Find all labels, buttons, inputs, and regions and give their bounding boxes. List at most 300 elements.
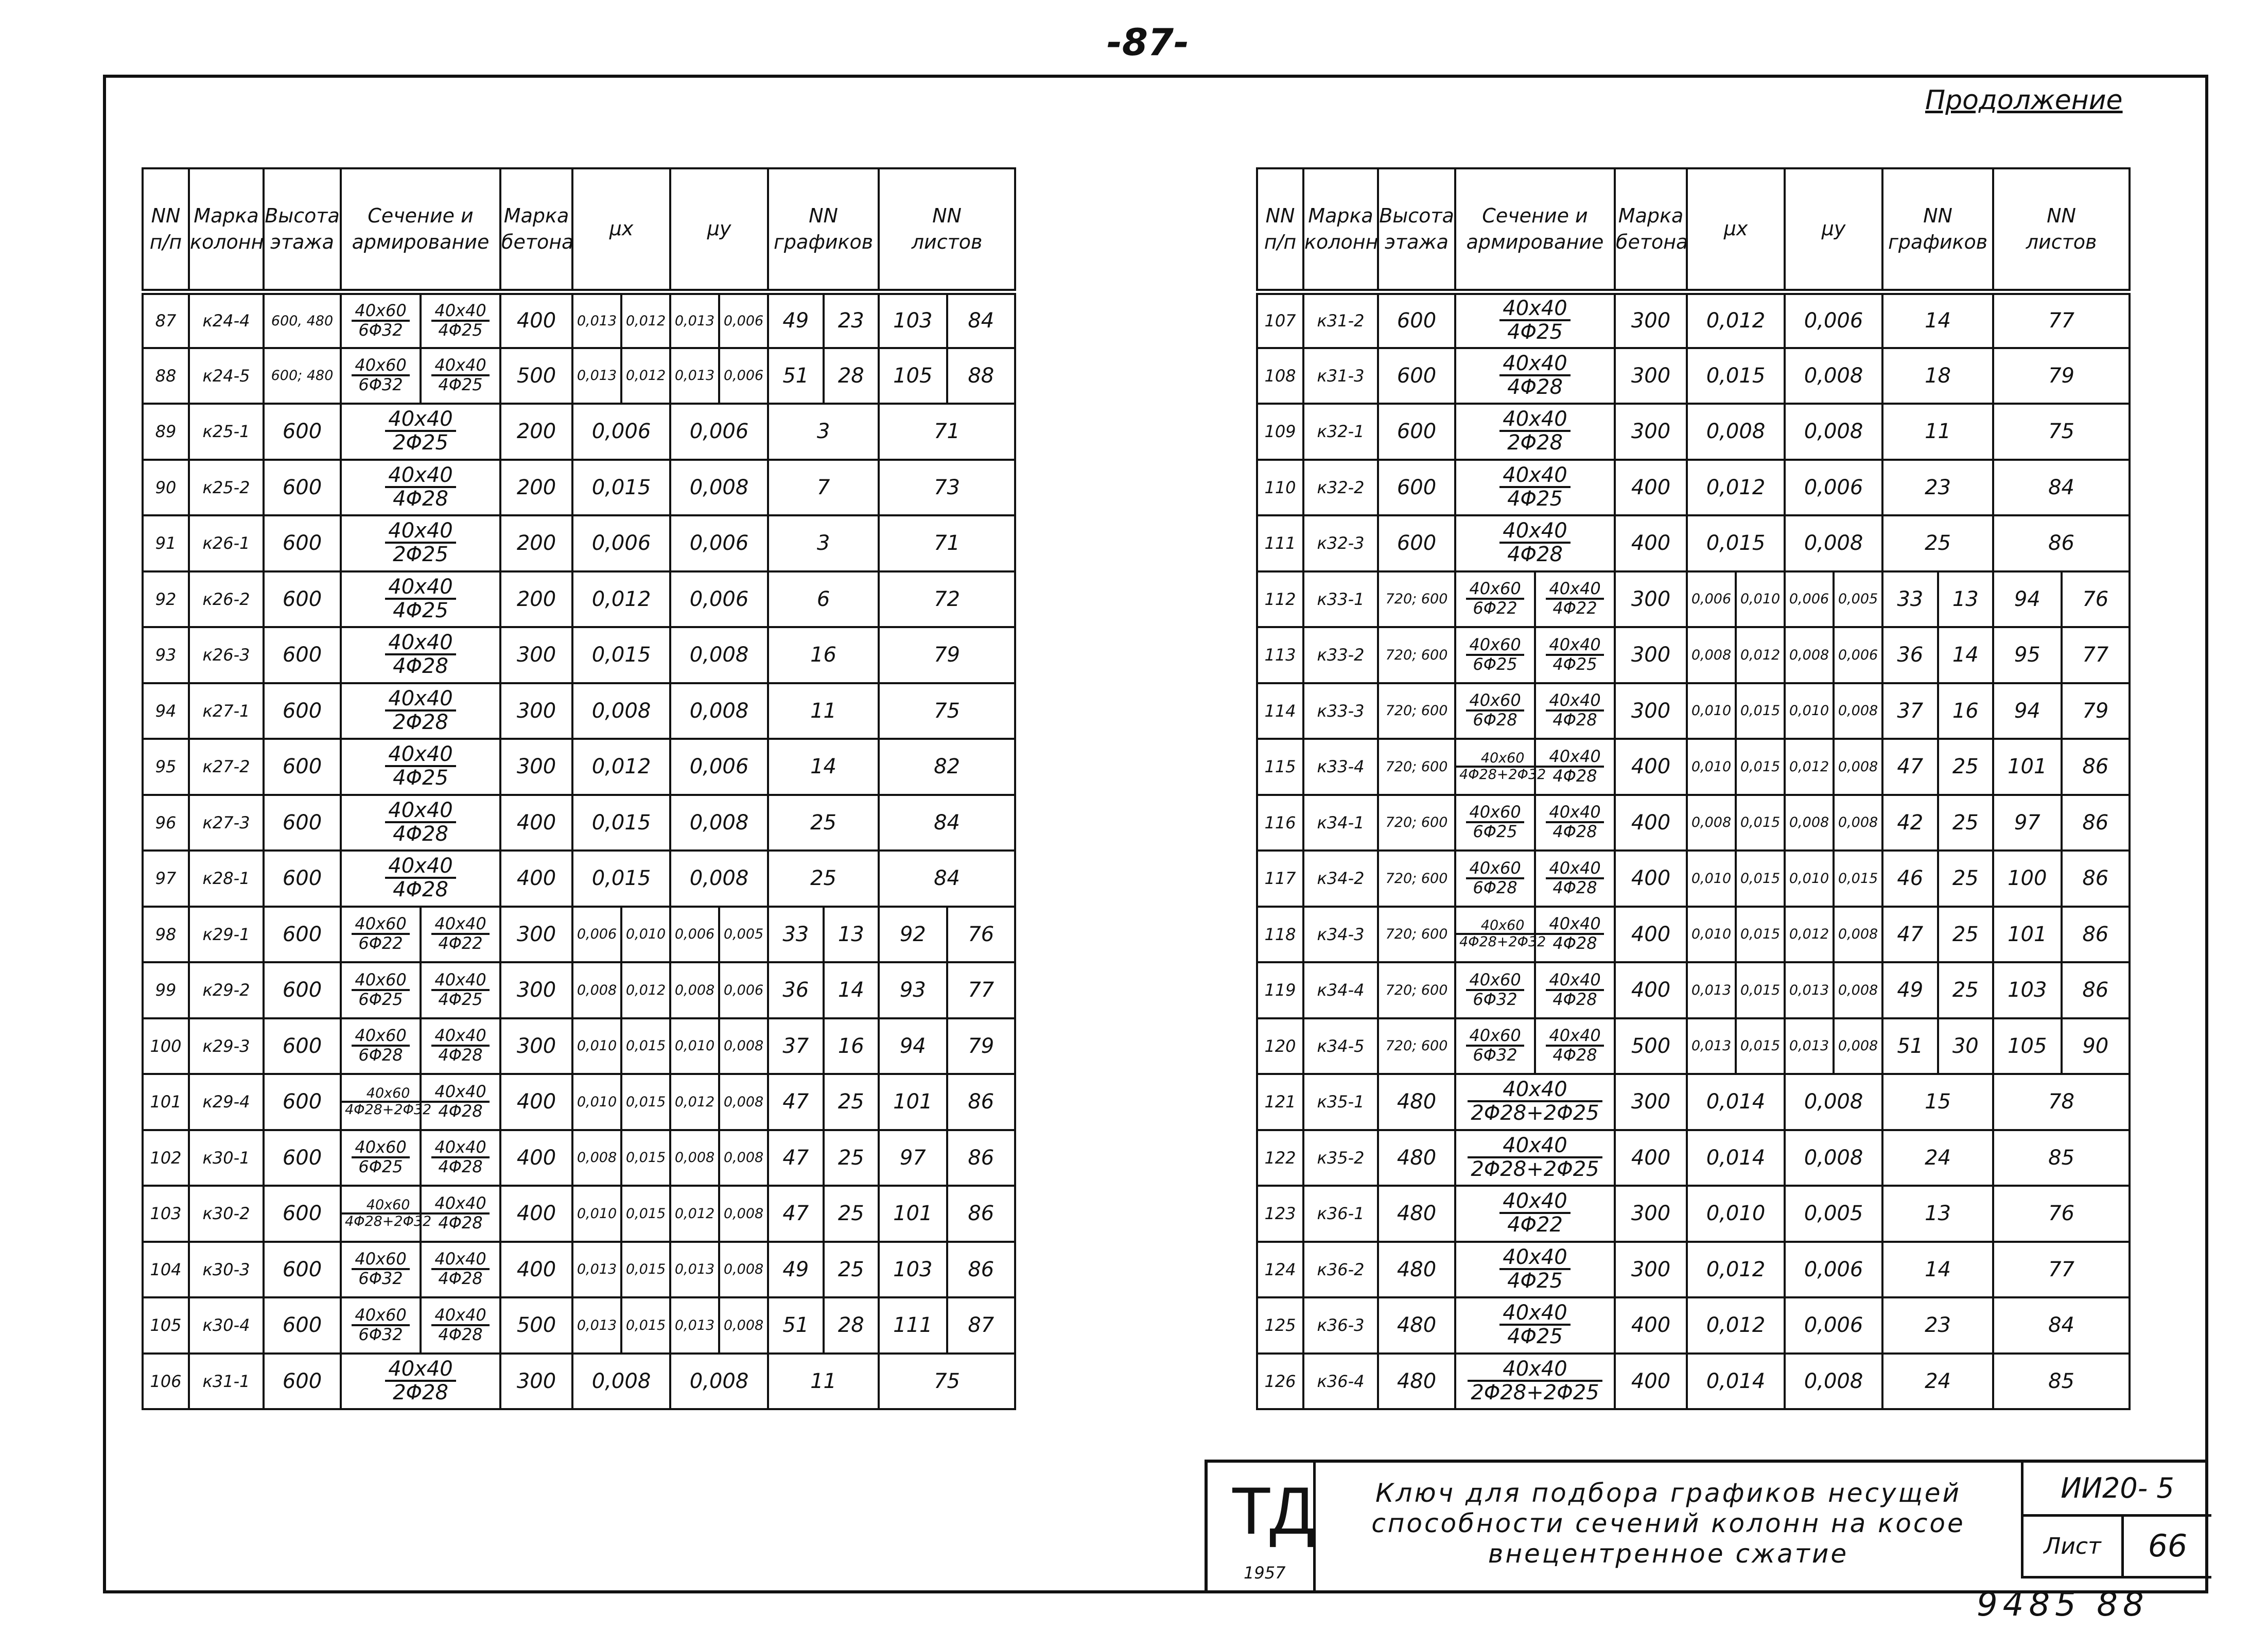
mu-x-1: 0,013	[572, 1297, 621, 1354]
section-size: 40x60	[352, 972, 409, 991]
section-size: 40x40	[385, 576, 456, 600]
section-cell-lower	[341, 1186, 432, 1242]
section-size: 40x40	[1546, 804, 1603, 823]
graph-number-2: 25	[824, 1130, 879, 1186]
table-row	[1257, 1354, 2130, 1410]
section-cell	[1455, 1130, 1615, 1186]
section-cell-upper	[1535, 739, 1615, 795]
sheet-number-1: 97	[1993, 795, 2062, 851]
mu-x-2: 0,015	[621, 1018, 670, 1074]
section-cell	[341, 404, 500, 460]
table-row	[1257, 404, 2130, 460]
sheet-number-2: 86	[947, 1242, 1016, 1298]
section-size: 40x60	[342, 1198, 434, 1215]
graph-number: 3	[768, 404, 879, 460]
graph-number: 14	[768, 739, 879, 795]
concrete-grade: 400	[500, 1186, 572, 1242]
section-reinforcement: 4Φ28+2Φ32	[345, 1213, 432, 1229]
column-mark: к33-2	[1303, 627, 1378, 683]
section-reinforcement: 4Φ28+2Φ32	[1459, 934, 1546, 950]
concrete-grade: 400	[500, 1242, 572, 1298]
sheet-number-1: 93	[879, 962, 947, 1018]
section	[1499, 408, 1570, 454]
section-upper	[1546, 692, 1603, 728]
mu-x-1: 0,006	[572, 907, 621, 963]
mu-y-2: 0,008	[1834, 795, 1882, 851]
mu-x: 0,014	[1687, 1130, 1785, 1186]
mu-x-2: 0,015	[1736, 851, 1785, 907]
mu-x-2: 0,010	[1736, 571, 1785, 628]
table-row	[143, 515, 1015, 571]
section-reinforcement: 4Φ28+2Φ32	[1459, 766, 1546, 783]
row-number: 109	[1257, 404, 1303, 460]
section-reinforcement: 6Φ32	[358, 320, 403, 340]
section-cell	[341, 1354, 500, 1410]
floor-height: 720; 600	[1378, 962, 1455, 1018]
sheet-number-2: 76	[947, 907, 1016, 963]
column-mark: к27-1	[189, 683, 264, 739]
sheet-number-1: 92	[879, 907, 947, 963]
section	[385, 855, 456, 900]
floor-height: 600	[264, 907, 341, 963]
mu-y-1: 0,012	[1785, 739, 1834, 795]
table-row	[143, 292, 1015, 348]
section-reinforcement: 2Φ28	[393, 710, 448, 734]
section-size: 40x40	[385, 520, 456, 544]
mu-x-2: 0,015	[1736, 962, 1785, 1018]
table-row	[1257, 348, 2130, 404]
floor-height: 480	[1378, 1186, 1455, 1242]
graph-number: 15	[1882, 1074, 1993, 1130]
section-reinforcement: 4Φ25	[1507, 320, 1563, 344]
graph-number-2: 25	[1938, 795, 1994, 851]
section-cell	[1455, 1186, 1615, 1242]
section	[1499, 353, 1570, 398]
section-cell-upper	[1535, 907, 1615, 963]
floor-height: 480	[1378, 1074, 1455, 1130]
section-reinforcement: 2Φ25	[393, 543, 448, 567]
section-reinforcement: 6Φ32	[1473, 1045, 1517, 1065]
section-cell	[341, 739, 500, 795]
table-row	[1257, 907, 2130, 963]
section-upper	[1546, 748, 1603, 785]
floor-height: 600	[1378, 292, 1455, 348]
graph-number-2: 13	[824, 907, 879, 963]
mu-y-2: 0,008	[1834, 739, 1882, 795]
sheet-number-1: 105	[879, 348, 947, 404]
concrete-grade: 300	[1615, 1242, 1687, 1298]
table-row	[143, 348, 1015, 404]
floor-height: 600	[264, 1074, 341, 1130]
row-number: 113	[1257, 627, 1303, 683]
row-number: 93	[143, 627, 189, 683]
section-cell-lower	[341, 962, 421, 1018]
section-size: 40x40	[431, 1195, 489, 1215]
floor-height: 600	[264, 460, 341, 516]
left-spec-table	[142, 167, 1016, 1410]
column-header-sheets: NN листов	[879, 168, 1015, 292]
row-number: 95	[143, 739, 189, 795]
graph-number-1: 49	[1882, 962, 1938, 1018]
sheet-number: 72	[879, 571, 1015, 628]
section-cell-upper	[421, 1018, 500, 1074]
floor-height: 480	[1378, 1242, 1455, 1298]
sheet-number-1: 103	[1993, 962, 2062, 1018]
section-reinforcement: 6Φ22	[1473, 598, 1517, 618]
mu-y-2: 0,006	[719, 348, 768, 404]
mu-y-2: 0,008	[719, 1186, 768, 1242]
section-lower	[352, 1027, 409, 1064]
mu-y-1: 0,012	[670, 1074, 719, 1130]
mu-x-1: 0,008	[1687, 795, 1736, 851]
section-cell-upper	[1535, 795, 1615, 851]
floor-height: 600	[264, 851, 341, 907]
sheet-number: 75	[1993, 404, 2130, 460]
section	[385, 408, 456, 454]
sheet-number-2: 86	[2062, 962, 2130, 1018]
concrete-grade: 300	[500, 627, 572, 683]
row-number: 110	[1257, 460, 1303, 516]
section-cell-upper	[1535, 851, 1615, 907]
section-size: 40x40	[1499, 1190, 1570, 1214]
section-size: 40x40	[385, 464, 456, 488]
table-row	[143, 404, 1015, 460]
section-upper	[1546, 804, 1603, 840]
sheet-number-1: 103	[879, 292, 947, 348]
section-upper	[431, 1251, 489, 1287]
mu-x-2: 0,015	[621, 1242, 670, 1298]
section-size: 40x40	[431, 972, 489, 991]
section	[1468, 1135, 1602, 1180]
sheet-number-1: 94	[1993, 571, 2062, 628]
graph-number: 23	[1882, 460, 1993, 516]
section-cell-upper	[421, 1186, 500, 1242]
column-header-height: Высота этажа	[1378, 168, 1455, 292]
section-size: 40x40	[1499, 520, 1570, 544]
concrete-grade: 300	[500, 907, 572, 963]
sheet-number: 79	[1993, 348, 2130, 404]
section-size: 40x40	[431, 1307, 489, 1326]
mu-y: 0,006	[1785, 1242, 1882, 1298]
sheet-number-1: 94	[879, 1018, 947, 1074]
mu-y-1: 0,013	[670, 1297, 719, 1354]
graph-number-1: 33	[768, 907, 824, 963]
graph-number-2: 25	[824, 1186, 879, 1242]
sheet-number: 66	[2124, 1517, 2211, 1578]
table-row	[143, 627, 1015, 683]
section-size: 40x40	[1546, 972, 1603, 991]
graph-number: 3	[768, 515, 879, 571]
section-cell-lower	[341, 1297, 421, 1354]
floor-height: 600	[264, 627, 341, 683]
section	[1499, 520, 1570, 565]
section-cell-upper	[421, 292, 500, 348]
section	[1499, 1302, 1570, 1347]
mu-y-2: 0,008	[1834, 962, 1882, 1018]
section	[385, 464, 456, 510]
section-size: 40x40	[1546, 748, 1603, 768]
column-header-graphs: NN графиков	[768, 168, 879, 292]
section-reinforcement: 4Φ25	[1507, 1269, 1563, 1293]
section-reinforcement: 6Φ28	[1473, 710, 1517, 730]
mu-x: 0,012	[1687, 1297, 1785, 1354]
section-upper	[431, 1083, 489, 1120]
mu-y-1: 0,013	[1785, 1018, 1834, 1074]
section-lower	[352, 302, 409, 339]
sheet-label: Лист	[2021, 1517, 2124, 1578]
section	[385, 800, 456, 845]
section-reinforcement: 4Φ28	[438, 1157, 483, 1177]
mu-y: 0,008	[670, 795, 768, 851]
column-mark: к35-1	[1303, 1074, 1378, 1130]
floor-height: 600	[264, 1354, 341, 1410]
section-lower	[1466, 636, 1524, 673]
column-mark: к34-1	[1303, 795, 1378, 851]
section-upper	[1546, 580, 1603, 617]
sheet-number-2: 86	[947, 1130, 1016, 1186]
floor-height: 600	[264, 404, 341, 460]
table-row	[143, 962, 1015, 1018]
graph-number-2: 16	[1938, 683, 1994, 739]
row-number: 100	[143, 1018, 189, 1074]
column-mark: к30-2	[189, 1186, 264, 1242]
section-reinforcement: 4Φ28	[1552, 766, 1597, 786]
sheet-number-2: 76	[2062, 571, 2130, 628]
section-reinforcement: 4Φ28+2Φ32	[345, 1101, 432, 1118]
table-row	[1257, 1186, 2130, 1242]
section-size: 40x60	[352, 1027, 409, 1047]
mu-x: 0,006	[572, 404, 670, 460]
section-upper	[431, 1195, 489, 1231]
section	[1468, 1358, 1602, 1403]
concrete-grade: 400	[500, 1130, 572, 1186]
concrete-grade: 200	[500, 515, 572, 571]
sheet-number: 84	[879, 851, 1015, 907]
section-size: 40x40	[385, 632, 456, 655]
sheet-number-2: 86	[947, 1074, 1016, 1130]
sheet-number: 82	[879, 739, 1015, 795]
section-cell-upper	[421, 1242, 500, 1298]
mu-y: 0,006	[1785, 292, 1882, 348]
floor-height: 480	[1378, 1354, 1455, 1410]
section-cell-lower	[341, 1074, 432, 1130]
section-reinforcement: 4Φ28	[1507, 543, 1563, 567]
floor-height: 480	[1378, 1297, 1455, 1354]
mu-y-2: 0,006	[719, 962, 768, 1018]
column-mark: к24-5	[189, 348, 264, 404]
sheet-number-1: 101	[879, 1074, 947, 1130]
mu-x: 0,015	[572, 795, 670, 851]
section-reinforcement: 4Φ25	[438, 375, 483, 395]
graph-number: 24	[1882, 1130, 1993, 1186]
row-number: 87	[143, 292, 189, 348]
mu-y-1: 0,010	[1785, 851, 1834, 907]
section-lower	[352, 1251, 409, 1287]
sheet-number-1: 101	[1993, 739, 2062, 795]
column-mark: к33-3	[1303, 683, 1378, 739]
mu-y-2: 0,005	[1834, 571, 1882, 628]
column-header-nn: NN п/п	[143, 168, 189, 292]
section-size: 40x40	[431, 915, 489, 935]
section-upper	[1546, 1027, 1603, 1064]
graph-number-2: 14	[1938, 627, 1994, 683]
mu-x-1: 0,013	[572, 348, 621, 404]
mu-x-2: 0,015	[621, 1186, 670, 1242]
row-number: 98	[143, 907, 189, 963]
sheet-number: 84	[1993, 1297, 2130, 1354]
mu-y: 0,008	[670, 460, 768, 516]
graph-number: 11	[768, 683, 879, 739]
table-row	[1257, 627, 2130, 683]
section-cell-upper	[421, 907, 500, 963]
table-row	[1257, 460, 2130, 516]
table-row	[143, 460, 1015, 516]
section-cell-lower	[341, 348, 421, 404]
column-mark: к33-1	[1303, 571, 1378, 628]
sheet-number-1: 101	[879, 1186, 947, 1242]
section	[385, 688, 456, 733]
graph-number: 7	[768, 460, 879, 516]
section-size: 40x40	[431, 1139, 489, 1158]
floor-height: 600	[1378, 348, 1455, 404]
row-number: 105	[143, 1297, 189, 1354]
mu-x: 0,014	[1687, 1354, 1785, 1410]
mu-x-2: 0,012	[621, 292, 670, 348]
column-mark: к30-3	[189, 1242, 264, 1298]
sheet-number: 75	[879, 683, 1015, 739]
column-mark: к26-3	[189, 627, 264, 683]
table-row	[1257, 1018, 2130, 1074]
mu-x-1: 0,010	[1687, 907, 1736, 963]
section-size: 40x40	[1546, 860, 1603, 879]
section-cell	[341, 515, 500, 571]
section-lower	[1466, 969, 1524, 1009]
graph-number-2: 14	[824, 962, 879, 1018]
section-cell	[1455, 1297, 1615, 1354]
graph-number-2: 13	[1938, 571, 1994, 628]
section-reinforcement: 6Φ22	[358, 933, 403, 953]
sheet-number: 84	[879, 795, 1015, 851]
section-cell-upper	[1535, 962, 1615, 1018]
mu-y: 0,006	[1785, 460, 1882, 516]
floor-height: 600, 480	[264, 292, 341, 348]
section-cell-lower	[341, 1018, 421, 1074]
sheet-number: 79	[879, 627, 1015, 683]
section-reinforcement: 4Φ28	[1552, 710, 1597, 730]
section-cell-lower	[341, 907, 421, 963]
sheet-number: 78	[1993, 1074, 2130, 1130]
column-mark: к36-2	[1303, 1242, 1378, 1298]
row-number: 99	[143, 962, 189, 1018]
table-row	[1257, 739, 2130, 795]
column-mark: к25-1	[189, 404, 264, 460]
section-size: 40x40	[1546, 580, 1603, 600]
column-mark: к34-5	[1303, 1018, 1378, 1074]
row-number: 119	[1257, 962, 1303, 1018]
mu-x: 0,012	[1687, 292, 1785, 348]
floor-height: 720; 600	[1378, 907, 1455, 963]
column-header-mx: μx	[1687, 168, 1785, 292]
section-size: 40x40	[431, 302, 489, 322]
stamp-year: 1957	[1244, 1563, 1286, 1583]
sheet-number-2: 79	[2062, 683, 2130, 739]
mu-x-1: 0,010	[572, 1186, 621, 1242]
concrete-grade: 400	[500, 292, 572, 348]
graph-number-1: 46	[1882, 851, 1938, 907]
sheet-number-2: 86	[947, 1186, 1016, 1242]
floor-height: 600	[264, 1186, 341, 1242]
section-lower	[1456, 751, 1549, 783]
section-cell	[1455, 1074, 1615, 1130]
section-reinforcement: 4Φ28	[438, 1101, 483, 1121]
section-size: 40x40	[1468, 1079, 1602, 1102]
graph-number-1: 49	[768, 292, 824, 348]
section-cell-upper	[421, 1074, 500, 1130]
section-reinforcement: 6Φ32	[358, 1269, 403, 1289]
section-size: 40x40	[1499, 408, 1570, 432]
graph-number-2: 28	[824, 348, 879, 404]
section-size: 40x40	[431, 357, 489, 376]
section-size: 40x60	[342, 1086, 434, 1103]
sheet-number-2: 86	[2062, 907, 2130, 963]
column-header-nn: NN п/п	[1257, 168, 1303, 292]
mu-y-1: 0,012	[1785, 907, 1834, 963]
section-reinforcement: 6Φ25	[358, 989, 403, 1009]
graph-number-2: 25	[1938, 851, 1994, 907]
mu-x-2: 0,015	[621, 1130, 670, 1186]
section-size: 40x60	[352, 915, 409, 935]
continued-label: Продолжение	[1925, 85, 2123, 116]
mu-y-2: 0,008	[1834, 907, 1882, 963]
mu-y: 0,008	[1785, 404, 1882, 460]
section-upper	[431, 969, 489, 1009]
sheet-number-2: 77	[2062, 627, 2130, 683]
sheet-number: 77	[1993, 292, 2130, 348]
mu-y-1: 0,008	[670, 1130, 719, 1186]
graph-number-2: 25	[1938, 739, 1994, 795]
mu-x: 0,008	[572, 683, 670, 739]
logo-text: ТД	[1231, 1473, 1315, 1548]
graph-number-2: 25	[1938, 962, 1994, 1018]
sheet-number-1: 100	[1993, 851, 2062, 907]
table-row	[143, 851, 1015, 907]
sheet-number-1: 94	[1993, 683, 2062, 739]
section-cell	[341, 571, 500, 628]
section-reinforcement: 2Φ28	[1507, 431, 1563, 455]
column-mark: к27-3	[189, 795, 264, 851]
section-cell-lower	[1455, 739, 1546, 795]
concrete-grade: 400	[500, 795, 572, 851]
mu-y: 0,008	[670, 851, 768, 907]
section-cell-upper	[421, 1130, 500, 1186]
section-reinforcement: 4Φ28	[1552, 822, 1597, 842]
mu-x: 0,015	[572, 627, 670, 683]
section-size: 40x60	[352, 1251, 409, 1270]
section-cell	[341, 795, 500, 851]
column-mark: к31-3	[1303, 348, 1378, 404]
mu-y: 0,008	[1785, 348, 1882, 404]
concrete-grade: 400	[1615, 851, 1687, 907]
mu-x-2: 0,015	[621, 1074, 670, 1130]
graph-number-1: 47	[1882, 907, 1938, 963]
row-number: 88	[143, 348, 189, 404]
section-reinforcement: 6Φ28	[1473, 877, 1517, 897]
section-lower	[342, 1086, 434, 1118]
row-number: 114	[1257, 683, 1303, 739]
mu-x: 0,006	[572, 515, 670, 571]
mu-y: 0,006	[670, 515, 768, 571]
section-lower	[342, 1198, 434, 1229]
